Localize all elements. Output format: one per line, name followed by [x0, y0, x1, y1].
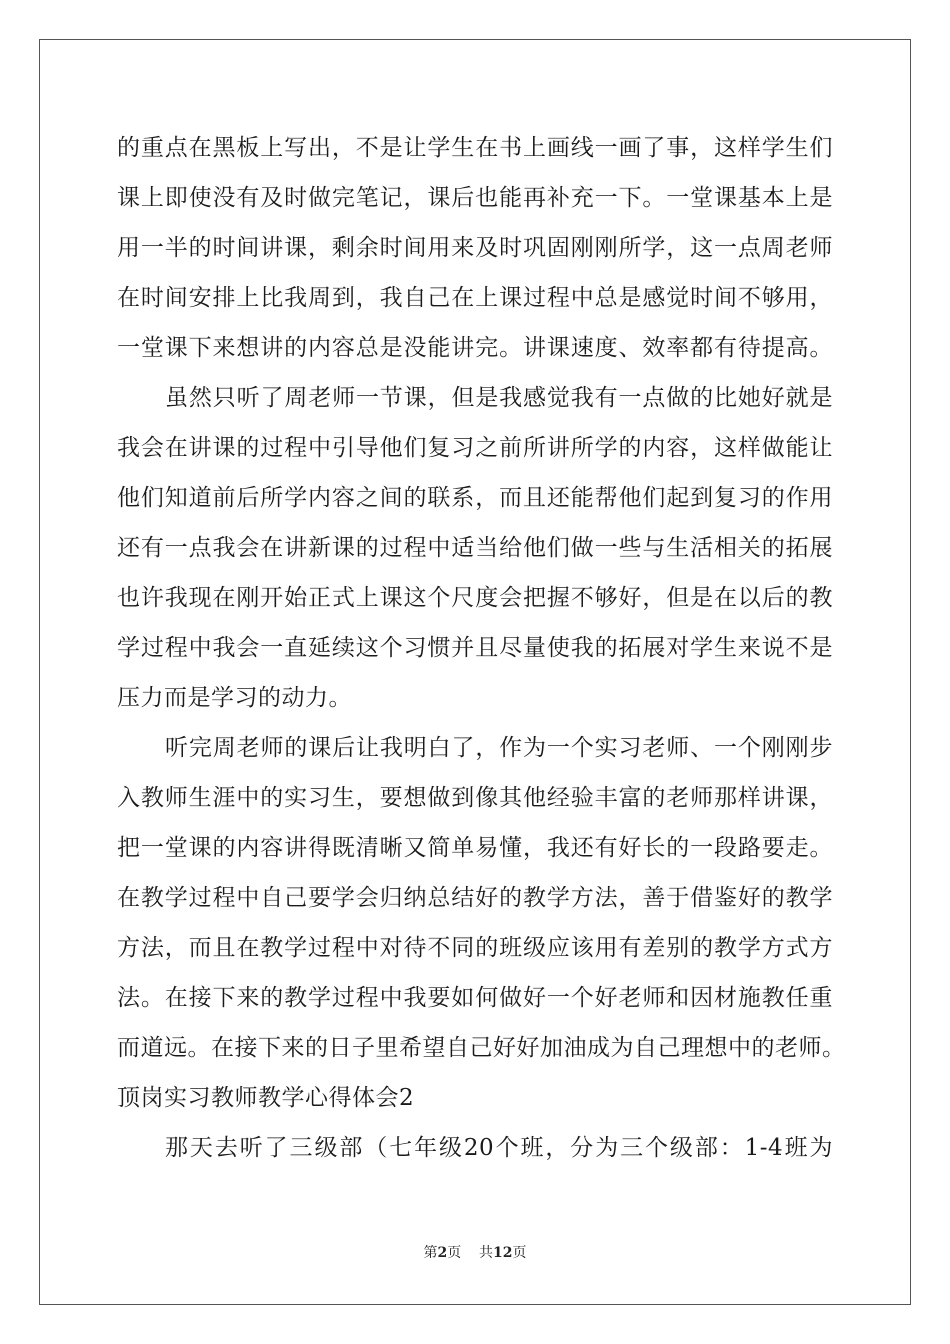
text-line: 而道远。在接下来的日子里希望自己好好加油成为自己理想中的老师。 [117, 1035, 846, 1061]
text-line: 还有一点我会在讲新课的过程中适当给他们做一些与生活相关的拓展 [117, 535, 833, 561]
page-footer [0, 1244, 950, 1262]
text-line: 他们知道前后所学内容之间的联系，而且还能帮他们起到复习的作用 [117, 485, 833, 511]
text-line: 用一半的时间讲课，剩余时间用来及时巩固刚刚所学，这一点周老师 [117, 235, 833, 261]
text-line: 一堂课下来想讲的内容总是没能讲完。讲课速度、效率都有待提高。 [117, 335, 833, 361]
text-line: 入教师生涯中的实习生，要想做到像其他经验丰富的老师那样讲课， [117, 785, 833, 811]
paragraph-last-line: 压力而是学习的动力。 [117, 685, 352, 711]
paragraph-first-line: 虽然只听了周老师一节课，但是我感觉我有一点做的比她好就是 [165, 385, 833, 411]
section-heading: 顶岗实习教师教学心得体会2 [117, 1085, 415, 1111]
text-line: 方法，而且在教学过程中对待不同的班级应该用有差别的教学方式方 [117, 935, 833, 961]
text-line: 把一堂课的内容讲得既清晰又简单易懂，我还有好长的一段路要走。 [117, 835, 833, 861]
paragraph-first-line: 那天去听了三级部（七年级20个班，分为三个级部：1-4班为 [165, 1135, 833, 1161]
total-prefix: 共 [479, 1245, 494, 1261]
text-line: 法。在接下来的教学过程中我要如何做好一个好老师和因材施教任重 [117, 985, 833, 1011]
total-suffix: 页 [512, 1245, 527, 1261]
text-line: 我会在讲课的过程中引导他们复习之前所讲所学的内容，这样做能让 [117, 435, 833, 461]
total-pages: 12 [493, 1245, 513, 1261]
text-line: 在时间安排上比我周到，我自己在上课过程中总是感觉时间不够用， [117, 285, 833, 311]
page-suffix: 页 [447, 1245, 462, 1261]
text-line: 的重点在黑板上写出，不是让学生在书上画线一画了事，这样学生们 [117, 135, 833, 161]
page-border [39, 39, 911, 1305]
text-line: 也许我现在刚开始正式上课这个尺度会把握不够好，但是在以后的教 [117, 585, 833, 611]
page-number: 2 [437, 1245, 448, 1261]
text-line: 课上即使没有及时做完笔记，课后也能再补充一下。一堂课基本上是 [117, 185, 833, 211]
page-prefix: 第 [423, 1245, 438, 1261]
text-line: 学过程中我会一直延续这个习惯并且尽量使我的拓展对学生来说不是 [117, 635, 833, 661]
text-line: 在教学过程中自己要学会归纳总结好的教学方法，善于借鉴好的教学 [117, 885, 833, 911]
paragraph-first-line: 听完周老师的课后让我明白了，作为一个实习老师、一个刚刚步 [165, 735, 833, 761]
